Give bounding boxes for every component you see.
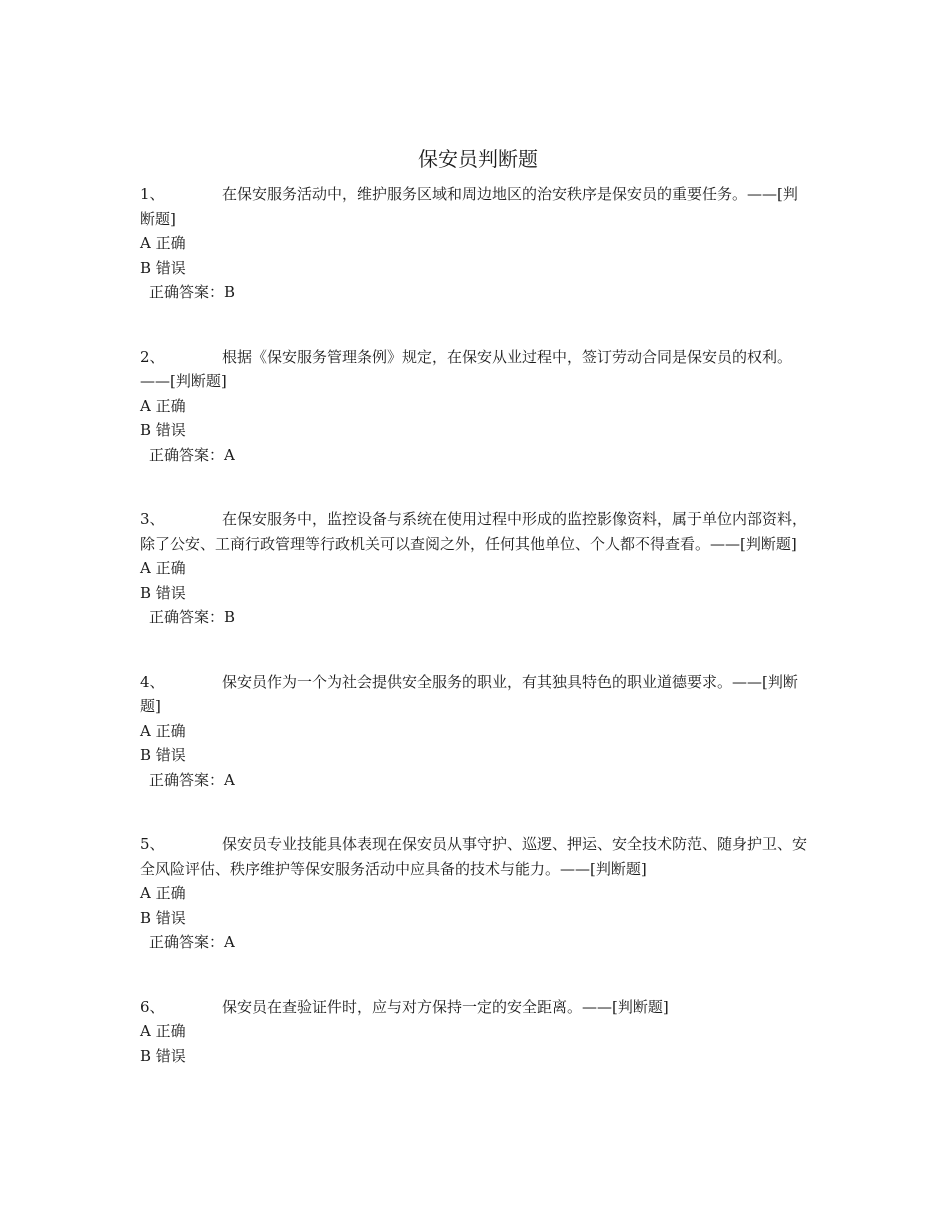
question-text: 保安员作为一个为社会提供安全服务的职业，有其独具特色的职业道德要求。——[判断题]	[140, 672, 798, 715]
question-text-block	[140, 182, 812, 231]
option-a: A 正确	[140, 1022, 186, 1040]
question-item	[140, 995, 812, 1069]
correct-answer: 正确答案：A	[149, 770, 235, 789]
question-number: 2、	[140, 347, 165, 366]
question-text-block	[140, 832, 812, 881]
correct-answer: 正确答案：A	[149, 445, 235, 464]
question-item	[140, 670, 812, 793]
question-number: 4、	[140, 672, 165, 691]
question-text-block	[140, 670, 812, 719]
question-item	[140, 832, 812, 955]
question-text: 在保安服务中，监控设备与系统在使用过程中形成的监控影像资料，属于单位内部资料，除了公安、工商行政管理等行政机关可以查阅之外，任何其他单位、个人都不得查看。——[判断题]	[140, 510, 808, 553]
question-number: 5、	[140, 835, 165, 853]
option-a: A 正确	[140, 559, 186, 577]
question-item	[140, 507, 812, 630]
document-page	[140, 144, 812, 1108]
question-text-block	[140, 995, 812, 1020]
document-title: 保安员判断题	[418, 147, 538, 171]
option-b: B 错误	[140, 1046, 186, 1065]
option-a: A 正确	[140, 234, 186, 252]
question-item	[140, 345, 812, 468]
question-text: 在保安服务活动中，维护服务区域和周边地区的治安秩序是保安员的重要任务。——[判断题]	[140, 185, 798, 228]
question-text: 保安员在查验证件时，应与对方保持一定的安全距离。——[判断题]	[222, 997, 669, 1016]
question-text: 保安员专业技能具体表现在保安员从事守护、巡逻、押运、安全技术防范、随身护卫、安全风险评估、秩序维护等保安服务活动中应具备的技术与能力。——[判断题]	[140, 835, 808, 878]
correct-answer: 正确答案：B	[149, 608, 236, 626]
question-number: 6、	[140, 997, 165, 1016]
option-a: A 正确	[140, 721, 186, 740]
question-number: 3、	[140, 510, 165, 528]
question-text: 根据《保安服务管理条例》规定，在保安从业过程中，签订劳动合同是保安员的权利。——[判断题]	[140, 347, 793, 390]
option-b: B 错误	[140, 421, 186, 439]
option-a: A 正确	[140, 396, 186, 415]
question-item	[140, 182, 812, 305]
correct-answer: 正确答案：A	[149, 933, 235, 951]
question-text-block	[140, 345, 812, 394]
correct-answer: 正确答案：B	[149, 283, 236, 301]
option-a: A 正确	[140, 884, 186, 902]
question-text-block	[140, 507, 812, 556]
option-b: B 错误	[140, 258, 186, 277]
option-b: B 错误	[140, 583, 186, 602]
question-number: 1、	[140, 185, 165, 203]
option-b: B 错误	[140, 746, 186, 764]
option-b: B 错误	[140, 908, 186, 927]
